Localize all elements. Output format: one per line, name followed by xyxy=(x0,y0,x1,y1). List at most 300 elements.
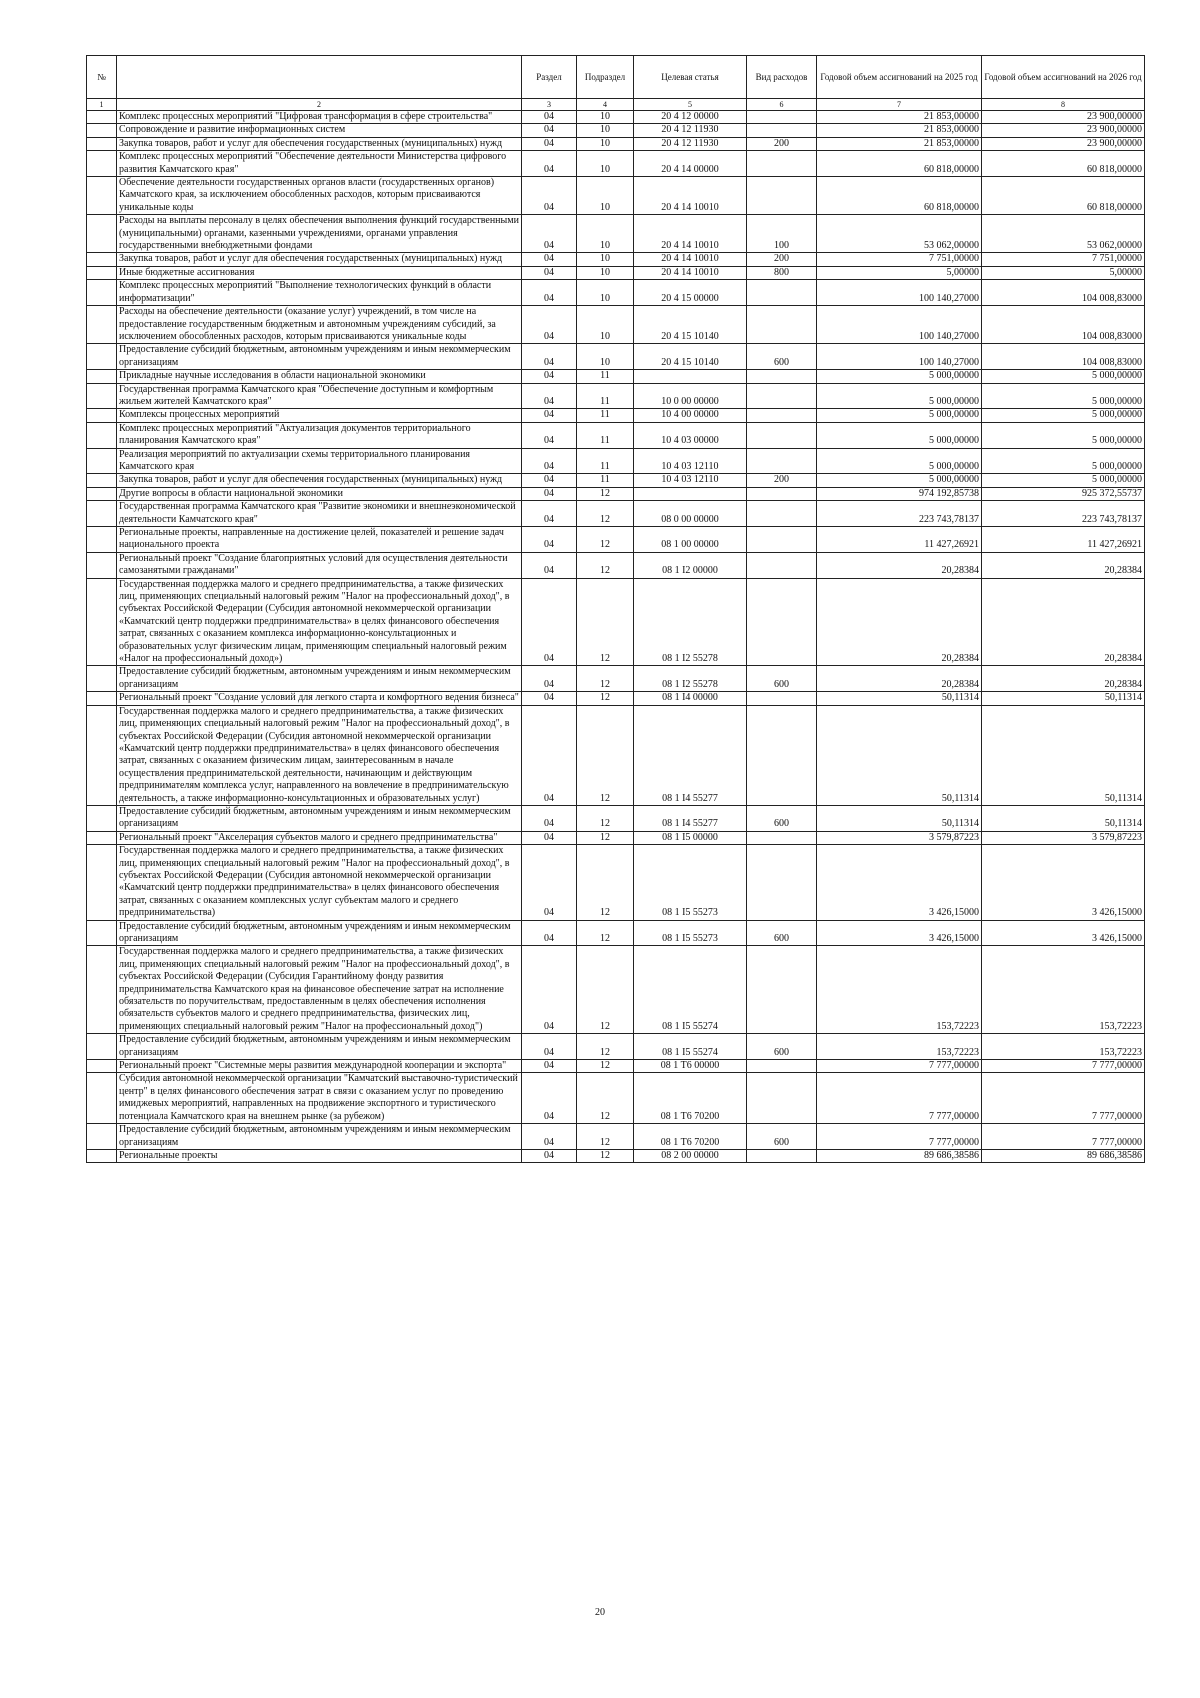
cell-target-article: 08 1 T6 70200 xyxy=(634,1073,747,1124)
cell-no xyxy=(87,177,117,215)
cell-no xyxy=(87,344,117,370)
cell-no xyxy=(87,474,117,487)
cell-year-2026: 153,72223 xyxy=(982,946,1145,1034)
cell-podrazdel: 11 xyxy=(577,409,634,422)
cell-name: Региональный проект "Акселерация субъектов малого и среднего предпринимательства" xyxy=(117,831,522,844)
cell-no xyxy=(87,487,117,500)
cell-year-2026: 50,11314 xyxy=(982,705,1145,805)
cell-name: Комплекс процессных мероприятий "Выполнение технологических функций в области информатизации" xyxy=(117,280,522,306)
table-row xyxy=(87,177,1145,215)
cell-target-article: 20 4 15 00000 xyxy=(634,280,747,306)
cell-name: Другие вопросы в области национальной экономики xyxy=(117,487,522,500)
table-body xyxy=(87,111,1145,1163)
budget-table xyxy=(86,55,1145,1163)
cell-podrazdel: 10 xyxy=(577,253,634,266)
cell-razdel: 04 xyxy=(522,111,577,124)
cell-year-2025: 7 751,00000 xyxy=(817,253,982,266)
cell-razdel: 04 xyxy=(522,177,577,215)
cell-name: Комплексы процессных мероприятий xyxy=(117,409,522,422)
cell-no xyxy=(87,253,117,266)
cell-target-article: 20 4 14 10010 xyxy=(634,266,747,279)
table-row xyxy=(87,1124,1145,1150)
table-row xyxy=(87,306,1145,344)
table-row xyxy=(87,266,1145,279)
cell-expense-type xyxy=(747,177,817,215)
cell-no xyxy=(87,845,117,920)
cell-year-2025: 20,28384 xyxy=(817,578,982,666)
cell-year-2025: 3 426,15000 xyxy=(817,920,982,946)
cell-razdel: 04 xyxy=(522,306,577,344)
table-row xyxy=(87,474,1145,487)
cell-expense-type: 200 xyxy=(747,137,817,150)
cell-year-2026: 53 062,00000 xyxy=(982,215,1145,253)
cell-razdel: 04 xyxy=(522,409,577,422)
cell-expense-type xyxy=(747,448,817,474)
cell-podrazdel: 11 xyxy=(577,383,634,409)
cell-expense-type: 200 xyxy=(747,253,817,266)
cell-razdel: 04 xyxy=(522,578,577,666)
cell-target-article: 08 1 I2 55278 xyxy=(634,578,747,666)
cell-year-2025: 20,28384 xyxy=(817,552,982,578)
cell-razdel: 04 xyxy=(522,692,577,705)
table-row xyxy=(87,448,1145,474)
cell-no xyxy=(87,448,117,474)
table-row xyxy=(87,151,1145,177)
cell-podrazdel: 10 xyxy=(577,344,634,370)
table-row xyxy=(87,422,1145,448)
cell-razdel: 04 xyxy=(522,266,577,279)
cell-year-2026: 5 000,00000 xyxy=(982,383,1145,409)
cell-expense-type xyxy=(747,151,817,177)
cell-podrazdel: 11 xyxy=(577,448,634,474)
table-row xyxy=(87,705,1145,805)
cell-expense-type xyxy=(747,1060,817,1073)
cell-podrazdel: 12 xyxy=(577,1060,634,1073)
cell-razdel: 04 xyxy=(522,370,577,383)
cell-expense-type: 600 xyxy=(747,1034,817,1060)
cell-year-2025: 21 853,00000 xyxy=(817,111,982,124)
cell-name: Государственная поддержка малого и среднего предпринимательства, а также физических лиц, применяющих специальный налоговый режим "Налог на профессиональный доход", в субъектах Российской Федерации (Субсидия Гарантийному фонду развития предпринимательства Камчатского края на финансовое обеспечение затрат на исполнение обязательств по поручительствам, предоставленным в целях обеспечения исполнения обязательств субъектов малого и среднего предпринимательства, физических лиц, применяющих специальный налоговый режим "Налог на профессиональный доход") xyxy=(117,946,522,1034)
cell-target-article: 10 4 03 12110 xyxy=(634,474,747,487)
cell-name: Государственная программа Камчатского края "Обеспечение доступным и комфортным жильем жителей Камчатского края" xyxy=(117,383,522,409)
cell-expense-type: 600 xyxy=(747,805,817,831)
cell-no xyxy=(87,666,117,692)
cell-expense-type: 100 xyxy=(747,215,817,253)
cell-target-article: 08 1 I5 55274 xyxy=(634,1034,747,1060)
cell-expense-type xyxy=(747,306,817,344)
cell-no xyxy=(87,111,117,124)
table-row xyxy=(87,831,1145,844)
cell-expense-type xyxy=(747,705,817,805)
cell-year-2025: 89 686,38586 xyxy=(817,1149,982,1162)
cell-year-2025: 5 000,00000 xyxy=(817,448,982,474)
cell-year-2026: 104 008,83000 xyxy=(982,344,1145,370)
cell-podrazdel: 10 xyxy=(577,280,634,306)
cell-expense-type: 600 xyxy=(747,666,817,692)
column-number: 5 xyxy=(634,99,747,111)
cell-expense-type xyxy=(747,578,817,666)
cell-target-article: 20 4 12 11930 xyxy=(634,124,747,137)
cell-razdel: 04 xyxy=(522,280,577,306)
cell-target-article: 10 4 03 12110 xyxy=(634,448,747,474)
cell-expense-type xyxy=(747,383,817,409)
cell-name: Государственная программа Камчатского края "Развитие экономики и внешнеэкономической деятельности Камчатского края" xyxy=(117,501,522,527)
column-number: 2 xyxy=(117,99,522,111)
cell-podrazdel: 12 xyxy=(577,845,634,920)
cell-razdel: 04 xyxy=(522,487,577,500)
cell-expense-type xyxy=(747,409,817,422)
table-row xyxy=(87,1034,1145,1060)
cell-no xyxy=(87,578,117,666)
cell-razdel: 04 xyxy=(522,527,577,553)
cell-year-2026: 89 686,38586 xyxy=(982,1149,1145,1162)
cell-name: Предоставление субсидий бюджетным, автономным учреждениям и иным некоммерческим организациям xyxy=(117,344,522,370)
cell-podrazdel: 12 xyxy=(577,805,634,831)
table-row xyxy=(87,215,1145,253)
cell-no xyxy=(87,501,117,527)
cell-name: Государственная поддержка малого и среднего предпринимательства, а также физических лиц, применяющих специальный налоговый режим "Налог на профессиональный доход", в субъектах Российской Федерации (Субсидия автономной некоммерческой организации «Камчатский центр поддержки предпринимательства» в целях финансового обеспечения затрат, связанных с оказанием физическим лицам, заинтересованным в начале осуществления предпринимательской деятельности, начинающим и действующим предпринимателям комплекса услуг, направленного на вовлечение в предпринимательскую деятельность, а также информационно-консультационных и образовательных услуг) xyxy=(117,705,522,805)
cell-target-article: 08 2 00 00000 xyxy=(634,1149,747,1162)
cell-razdel: 04 xyxy=(522,383,577,409)
column-number: 3 xyxy=(522,99,577,111)
table-row xyxy=(87,578,1145,666)
cell-razdel: 04 xyxy=(522,805,577,831)
cell-razdel: 04 xyxy=(522,474,577,487)
cell-podrazdel: 12 xyxy=(577,552,634,578)
cell-expense-type xyxy=(747,422,817,448)
cell-target-article: 20 4 12 00000 xyxy=(634,111,747,124)
cell-year-2025: 223 743,78137 xyxy=(817,501,982,527)
cell-year-2026: 50,11314 xyxy=(982,805,1145,831)
cell-year-2026: 5 000,00000 xyxy=(982,448,1145,474)
cell-target-article: 08 1 I5 55274 xyxy=(634,946,747,1034)
cell-podrazdel: 10 xyxy=(577,306,634,344)
cell-year-2025: 7 777,00000 xyxy=(817,1060,982,1073)
cell-no xyxy=(87,1060,117,1073)
cell-year-2025: 60 818,00000 xyxy=(817,151,982,177)
cell-podrazdel: 12 xyxy=(577,487,634,500)
cell-no xyxy=(87,266,117,279)
table-row xyxy=(87,552,1145,578)
cell-razdel: 04 xyxy=(522,1124,577,1150)
column-number: 7 xyxy=(817,99,982,111)
cell-podrazdel: 10 xyxy=(577,137,634,150)
cell-year-2025: 7 777,00000 xyxy=(817,1073,982,1124)
cell-year-2025: 21 853,00000 xyxy=(817,124,982,137)
cell-name: Комплекс процессных мероприятий "Актуализация документов территориального планирования Камчатского края" xyxy=(117,422,522,448)
cell-podrazdel: 10 xyxy=(577,266,634,279)
cell-year-2025: 5 000,00000 xyxy=(817,383,982,409)
cell-podrazdel: 12 xyxy=(577,501,634,527)
cell-no xyxy=(87,552,117,578)
cell-name: Закупка товаров, работ и услуг для обеспечения государственных (муниципальных) нужд xyxy=(117,253,522,266)
cell-podrazdel: 12 xyxy=(577,920,634,946)
table-row xyxy=(87,920,1145,946)
header-no: № xyxy=(87,56,117,99)
cell-podrazdel: 10 xyxy=(577,177,634,215)
cell-name: Сопровождение и развитие информационных систем xyxy=(117,124,522,137)
cell-razdel: 04 xyxy=(522,124,577,137)
cell-year-2025: 53 062,00000 xyxy=(817,215,982,253)
cell-target-article: 20 4 15 10140 xyxy=(634,344,747,370)
cell-target-article: 08 1 I5 55273 xyxy=(634,920,747,946)
cell-no xyxy=(87,383,117,409)
cell-razdel: 04 xyxy=(522,215,577,253)
cell-year-2025: 50,11314 xyxy=(817,805,982,831)
cell-no xyxy=(87,805,117,831)
cell-name: Государственная поддержка малого и среднего предпринимательства, а также физических лиц, применяющих специальный налоговый режим "Налог на профессиональный доход", в субъектах Российской Федерации (Субсидия автономной некоммерческой организации «Камчатский центр поддержки предпринимательства» в целях финансового обеспечения затрат, связанных с оказанием комплексных услуг субъектам малого и среднего предпринимательства) xyxy=(117,845,522,920)
cell-year-2025: 5 000,00000 xyxy=(817,409,982,422)
cell-year-2026: 104 008,83000 xyxy=(982,280,1145,306)
cell-podrazdel: 12 xyxy=(577,578,634,666)
cell-name: Региональные проекты xyxy=(117,1149,522,1162)
cell-expense-type: 600 xyxy=(747,1124,817,1150)
cell-no xyxy=(87,705,117,805)
cell-year-2026: 20,28384 xyxy=(982,552,1145,578)
cell-target-article: 10 4 00 00000 xyxy=(634,409,747,422)
table-header-row xyxy=(87,56,1145,99)
cell-year-2026: 7 777,00000 xyxy=(982,1060,1145,1073)
column-number: 1 xyxy=(87,99,117,111)
cell-year-2025: 5 000,00000 xyxy=(817,422,982,448)
cell-razdel: 04 xyxy=(522,151,577,177)
cell-year-2026: 5 000,00000 xyxy=(982,409,1145,422)
cell-year-2025: 20,28384 xyxy=(817,666,982,692)
cell-razdel: 04 xyxy=(522,344,577,370)
cell-target-article: 08 1 00 00000 xyxy=(634,527,747,553)
column-number: 6 xyxy=(747,99,817,111)
cell-no xyxy=(87,280,117,306)
cell-name: Комплекс процессных мероприятий "Обеспечение деятельности Министерства цифрового развития Камчатского края" xyxy=(117,151,522,177)
cell-target-article: 08 1 I4 55277 xyxy=(634,705,747,805)
cell-target-article: 08 1 T6 70200 xyxy=(634,1124,747,1150)
header-year-2026: Годовой объем ассигнований на 2026 год xyxy=(982,56,1145,99)
table-row xyxy=(87,253,1145,266)
table-row xyxy=(87,527,1145,553)
cell-target-article: 08 1 I5 55273 xyxy=(634,845,747,920)
header-podrazdel: Подраздел xyxy=(577,56,634,99)
cell-year-2026: 7 777,00000 xyxy=(982,1073,1145,1124)
cell-razdel: 04 xyxy=(522,1073,577,1124)
cell-year-2025: 5,00000 xyxy=(817,266,982,279)
cell-name: Комплекс процессных мероприятий "Цифровая трансформация в сфере строительства" xyxy=(117,111,522,124)
cell-expense-type xyxy=(747,124,817,137)
cell-expense-type: 600 xyxy=(747,344,817,370)
table-row xyxy=(87,344,1145,370)
cell-podrazdel: 12 xyxy=(577,1149,634,1162)
cell-name: Предоставление субсидий бюджетным, автономным учреждениям и иным некоммерческим организациям xyxy=(117,1034,522,1060)
cell-year-2026: 23 900,00000 xyxy=(982,124,1145,137)
cell-year-2026: 23 900,00000 xyxy=(982,137,1145,150)
cell-year-2026: 3 426,15000 xyxy=(982,920,1145,946)
cell-year-2025: 153,72223 xyxy=(817,946,982,1034)
column-number: 4 xyxy=(577,99,634,111)
cell-year-2025: 7 777,00000 xyxy=(817,1124,982,1150)
cell-no xyxy=(87,1149,117,1162)
cell-razdel: 04 xyxy=(522,137,577,150)
cell-expense-type xyxy=(747,552,817,578)
cell-expense-type xyxy=(747,501,817,527)
table-row xyxy=(87,845,1145,920)
column-number-row xyxy=(87,99,1145,111)
cell-year-2025: 3 426,15000 xyxy=(817,845,982,920)
cell-podrazdel: 12 xyxy=(577,831,634,844)
cell-razdel: 04 xyxy=(522,1060,577,1073)
table-row xyxy=(87,1060,1145,1073)
cell-no xyxy=(87,1124,117,1150)
cell-no xyxy=(87,409,117,422)
cell-razdel: 04 xyxy=(522,448,577,474)
cell-podrazdel: 11 xyxy=(577,370,634,383)
cell-target-article: 20 4 14 10010 xyxy=(634,253,747,266)
cell-year-2025: 21 853,00000 xyxy=(817,137,982,150)
cell-year-2025: 153,72223 xyxy=(817,1034,982,1060)
budget-table-page xyxy=(86,55,1144,1163)
cell-target-article: 08 0 00 00000 xyxy=(634,501,747,527)
cell-razdel: 04 xyxy=(522,552,577,578)
cell-no xyxy=(87,920,117,946)
cell-no xyxy=(87,946,117,1034)
cell-year-2026: 925 372,55737 xyxy=(982,487,1145,500)
table-row xyxy=(87,409,1145,422)
cell-name: Региональные проекты, направленные на достижение целей, показателей и решение задач национального проекта xyxy=(117,527,522,553)
cell-razdel: 04 xyxy=(522,705,577,805)
cell-year-2025: 3 579,87223 xyxy=(817,831,982,844)
cell-name: Региональный проект "Создание благоприятных условий для осуществления деятельности самозанятыми гражданами" xyxy=(117,552,522,578)
cell-name: Закупка товаров, работ и услуг для обеспечения государственных (муниципальных) нужд xyxy=(117,474,522,487)
table-row xyxy=(87,370,1145,383)
cell-year-2026: 20,28384 xyxy=(982,578,1145,666)
cell-target-article: 20 4 14 10010 xyxy=(634,215,747,253)
cell-no xyxy=(87,1034,117,1060)
cell-year-2025: 5 000,00000 xyxy=(817,474,982,487)
cell-year-2026: 20,28384 xyxy=(982,666,1145,692)
cell-razdel: 04 xyxy=(522,831,577,844)
cell-target-article: 08 1 I4 00000 xyxy=(634,692,747,705)
cell-target-article: 10 4 03 00000 xyxy=(634,422,747,448)
cell-name: Реализация мероприятий по актуализации схемы территориального планирования Камчатского края xyxy=(117,448,522,474)
cell-name: Закупка товаров, работ и услуг для обеспечения государственных (муниципальных) нужд xyxy=(117,137,522,150)
cell-year-2025: 100 140,27000 xyxy=(817,344,982,370)
page-number: 20 xyxy=(595,1607,605,1618)
cell-year-2026: 223 743,78137 xyxy=(982,501,1145,527)
cell-razdel: 04 xyxy=(522,1034,577,1060)
table-row xyxy=(87,487,1145,500)
cell-razdel: 04 xyxy=(522,253,577,266)
cell-target-article: 08 1 I2 00000 xyxy=(634,552,747,578)
cell-target-article: 20 4 15 10140 xyxy=(634,306,747,344)
cell-year-2026: 5 000,00000 xyxy=(982,422,1145,448)
cell-target-article: 08 1 I5 00000 xyxy=(634,831,747,844)
cell-name: Региональный проект "Системные меры развития международной кооперации и экспорта" xyxy=(117,1060,522,1073)
cell-year-2026: 104 008,83000 xyxy=(982,306,1145,344)
cell-no xyxy=(87,1073,117,1124)
cell-razdel: 04 xyxy=(522,946,577,1034)
cell-year-2026: 5,00000 xyxy=(982,266,1145,279)
cell-podrazdel: 10 xyxy=(577,124,634,137)
table-row xyxy=(87,946,1145,1034)
cell-target-article: 20 4 12 11930 xyxy=(634,137,747,150)
cell-podrazdel: 12 xyxy=(577,1124,634,1150)
cell-no xyxy=(87,527,117,553)
cell-name: Расходы на выплаты персоналу в целях обеспечения выполнения функций государственными (муниципальными) органами, казенными учреждениями, органами управления государственными внебюджетными фондами xyxy=(117,215,522,253)
cell-year-2026: 5 000,00000 xyxy=(982,474,1145,487)
cell-expense-type xyxy=(747,1073,817,1124)
cell-year-2026: 7 751,00000 xyxy=(982,253,1145,266)
cell-year-2026: 3 426,15000 xyxy=(982,845,1145,920)
cell-name: Предоставление субсидий бюджетным, автономным учреждениям и иным некоммерческим организациям xyxy=(117,666,522,692)
cell-razdel: 04 xyxy=(522,666,577,692)
table-row xyxy=(87,383,1145,409)
cell-year-2025: 50,11314 xyxy=(817,692,982,705)
cell-target-article: 08 1 T6 00000 xyxy=(634,1060,747,1073)
cell-year-2026: 60 818,00000 xyxy=(982,177,1145,215)
cell-year-2025: 11 427,26921 xyxy=(817,527,982,553)
cell-expense-type xyxy=(747,280,817,306)
cell-no xyxy=(87,151,117,177)
cell-expense-type xyxy=(747,111,817,124)
cell-expense-type xyxy=(747,370,817,383)
cell-expense-type xyxy=(747,487,817,500)
cell-podrazdel: 10 xyxy=(577,151,634,177)
cell-year-2026: 153,72223 xyxy=(982,1034,1145,1060)
cell-expense-type xyxy=(747,831,817,844)
cell-year-2026: 11 427,26921 xyxy=(982,527,1145,553)
table-row xyxy=(87,124,1145,137)
cell-name: Предоставление субсидий бюджетным, автономным учреждениям и иным некоммерческим организациям xyxy=(117,1124,522,1150)
cell-expense-type xyxy=(747,527,817,553)
cell-no xyxy=(87,306,117,344)
cell-year-2025: 50,11314 xyxy=(817,705,982,805)
cell-expense-type: 200 xyxy=(747,474,817,487)
table-row xyxy=(87,1149,1145,1162)
cell-year-2026: 3 579,87223 xyxy=(982,831,1145,844)
cell-name: Субсидия автономной некоммерческой организации "Камчатский выставочно-туристический центр" в целях финансового обеспечения затрат в связи с оказанием услуг по проведению имиджевых мероприятий, направленных на продвижение экспортного и туристического потенциала Камчатского края на внешнем рынке (за рубежом) xyxy=(117,1073,522,1124)
cell-no xyxy=(87,137,117,150)
cell-target-article: 20 4 14 10010 xyxy=(634,177,747,215)
cell-podrazdel: 10 xyxy=(577,111,634,124)
cell-year-2025: 974 192,85738 xyxy=(817,487,982,500)
cell-no xyxy=(87,831,117,844)
cell-target-article: 20 4 14 00000 xyxy=(634,151,747,177)
cell-expense-type xyxy=(747,946,817,1034)
cell-target-article: 10 0 00 00000 xyxy=(634,383,747,409)
cell-podrazdel: 12 xyxy=(577,527,634,553)
table-row xyxy=(87,666,1145,692)
cell-target-article xyxy=(634,487,747,500)
cell-podrazdel: 12 xyxy=(577,946,634,1034)
cell-no xyxy=(87,422,117,448)
cell-expense-type xyxy=(747,1149,817,1162)
cell-razdel: 04 xyxy=(522,845,577,920)
cell-podrazdel: 11 xyxy=(577,422,634,448)
table-row xyxy=(87,692,1145,705)
table-row xyxy=(87,805,1145,831)
cell-name: Расходы на обеспечение деятельности (оказание услуг) учреждений, в том числе на предоставление государственным бюджетным и автономным учреждениям субсидий, за исключением обособленных расходов, которым присваиваются уникальные коды xyxy=(117,306,522,344)
cell-name: Предоставление субсидий бюджетным, автономным учреждениям и иным некоммерческим организациям xyxy=(117,805,522,831)
column-number: 8 xyxy=(982,99,1145,111)
cell-name: Предоставление субсидий бюджетным, автономным учреждениям и иным некоммерческим организациям xyxy=(117,920,522,946)
cell-no xyxy=(87,692,117,705)
cell-target-article: 08 1 I4 55277 xyxy=(634,805,747,831)
cell-name: Обеспечение деятельности государственных органов власти (государственных органов) Камчатского края, за исключением обособленных расходов, которым присваиваются уникальные коды xyxy=(117,177,522,215)
cell-year-2026: 7 777,00000 xyxy=(982,1124,1145,1150)
cell-podrazdel: 12 xyxy=(577,705,634,805)
cell-year-2025: 5 000,00000 xyxy=(817,370,982,383)
cell-name: Прикладные научные исследования в области национальной экономики xyxy=(117,370,522,383)
cell-year-2026: 5 000,00000 xyxy=(982,370,1145,383)
cell-year-2025: 60 818,00000 xyxy=(817,177,982,215)
